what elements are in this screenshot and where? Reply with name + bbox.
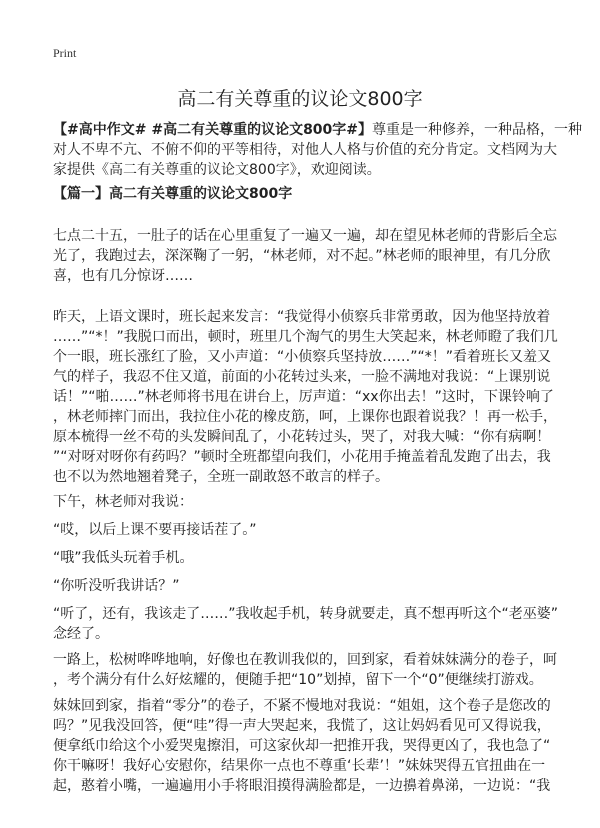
paragraph-line: 也不以为然地翘着凳子，全班一副敢怒不敢言的样子。 [53,469,389,485]
intro-text: 尊重是一种修养，一种品格，一种 [372,122,583,138]
intro-tags: 【#高中作文# #高二有关尊重的议论文800字#】 [53,122,373,138]
body-paragraph [53,520,545,540]
paragraph-line: “你听没听我讲话？” [53,578,180,594]
paragraph-line: ……”“*！”我脱口而出，顿时，班里几个淘气的男生大笑起来，林老师瞪了我们几 [53,329,558,345]
paragraph-line: 下午，林老师对我说： [53,494,193,510]
intro-line: 对人不卑不亢、不俯不仰的平等相待，对他人人格与价值的充分肯定。文档网为大 [53,142,557,158]
intro-line: 家提供《高二有关尊重的议论文800字》，欢迎阅读。 [53,162,381,178]
intro-paragraph [53,120,583,180]
section-heading [53,184,545,204]
paragraph-line: 气的样子，我忍不住又道，前面的小花转过头来，一脸不满地对我说：“上课别说 [53,369,551,385]
body-paragraph [53,696,551,796]
section-heading-text: 【篇一】高二有关尊重的议论文800字 [53,186,293,202]
paragraph-line: 七点二十五，一肚子的话在心里重复了一遍又一遍，却在望见林老师的背影后全忘 [53,228,557,244]
body-paragraph [53,650,557,690]
paragraph-line: ，林老师摔门而出，我拉住小花的橡皮筋，呵，上课你也跟着说我？！再一松手， [53,409,557,425]
intro-line [53,120,583,140]
paragraph-line: 妹妹回到家，指着“零分”的卷子，不紧不慢地对我说：“姐姐，这个卷子是您改的 [53,698,551,714]
paragraph-line: 喜，也有几分惊讶…… [53,268,193,284]
page-title: 高二有关尊重的议论文800字 [177,88,423,110]
body-paragraph [53,226,557,286]
paragraph-line: ”“对呀对呀你有药吗？”顿时全班都望向我们，小花用手掩盖着乱发跑了出去，我 [53,449,551,465]
paragraph-line: ，考个满分有什么好炫耀的，便随手把“10”划掉，留下一个“0”便继续打游戏。 [53,672,543,688]
paragraph-line: 原本梳得一丝不苟的头发瞬间乱了，小花转过头，哭了，对我大喊：“你有病啊！ [53,429,551,445]
paragraph-line: 光了，我跑过去，深深鞠了一躬，“林老师，对不起。”林老师的眼神里，有几分欣 [53,248,551,264]
paragraph-line: 吗？”见我没回答，便“哇”得一声大哭起来，我慌了，这让妈妈看见可又得说我， [53,718,551,734]
paragraph-line: “哦”我低头玩着手机。 [53,550,194,566]
paragraph-line: 念经了。 [53,626,109,642]
paragraph-line: 一路上，松树哗哗地响，好像也在教训我似的，回到家，看着妹妹满分的卷子，呵 [53,652,557,668]
body-paragraph [53,576,545,596]
paragraph-line: 话！”“啪……”林老师将书甩在讲台上，厉声道：“xx你出去！”这时，下课铃响了 [53,389,554,405]
paragraph-line: 昨天，上语文课时，班长起来发言：“我觉得小侦察兵非常勇敢，因为他坚持放着 [53,309,551,325]
paragraph-line: “听了，还有，我该走了……”我收起手机，转身就要走，真不想再听这个“老巫婆” [53,606,559,622]
body-paragraph [53,492,545,512]
paragraph-line: 你干嘛呀！我好心安慰你，结果你一点也不尊重‘长辈’！”妹妹哭得五官扭曲在一 [53,758,546,774]
print-link[interactable]: Print [53,46,77,60]
body-paragraph [53,307,558,487]
paragraph-line: 个一眼，班长涨红了脸，又小声道：“小侦察兵坚持放……”“*！”看着班长又羞又 [53,349,552,365]
body-paragraph [53,604,559,644]
body-paragraph [53,548,545,568]
paragraph-line: “哎，以后上课不要再接话茬了。” [53,522,257,538]
paragraph-line: 起，憨着小嘴，一遍遍用小手将眼泪摸得满脸都是，一边擤着鼻涕，一边说：“我 [53,778,551,794]
paragraph-line: 便拿纸巾给这个小爱哭鬼擦泪，可这家伙却一把推开我，哭得更凶了，我也急了“ [53,738,551,754]
